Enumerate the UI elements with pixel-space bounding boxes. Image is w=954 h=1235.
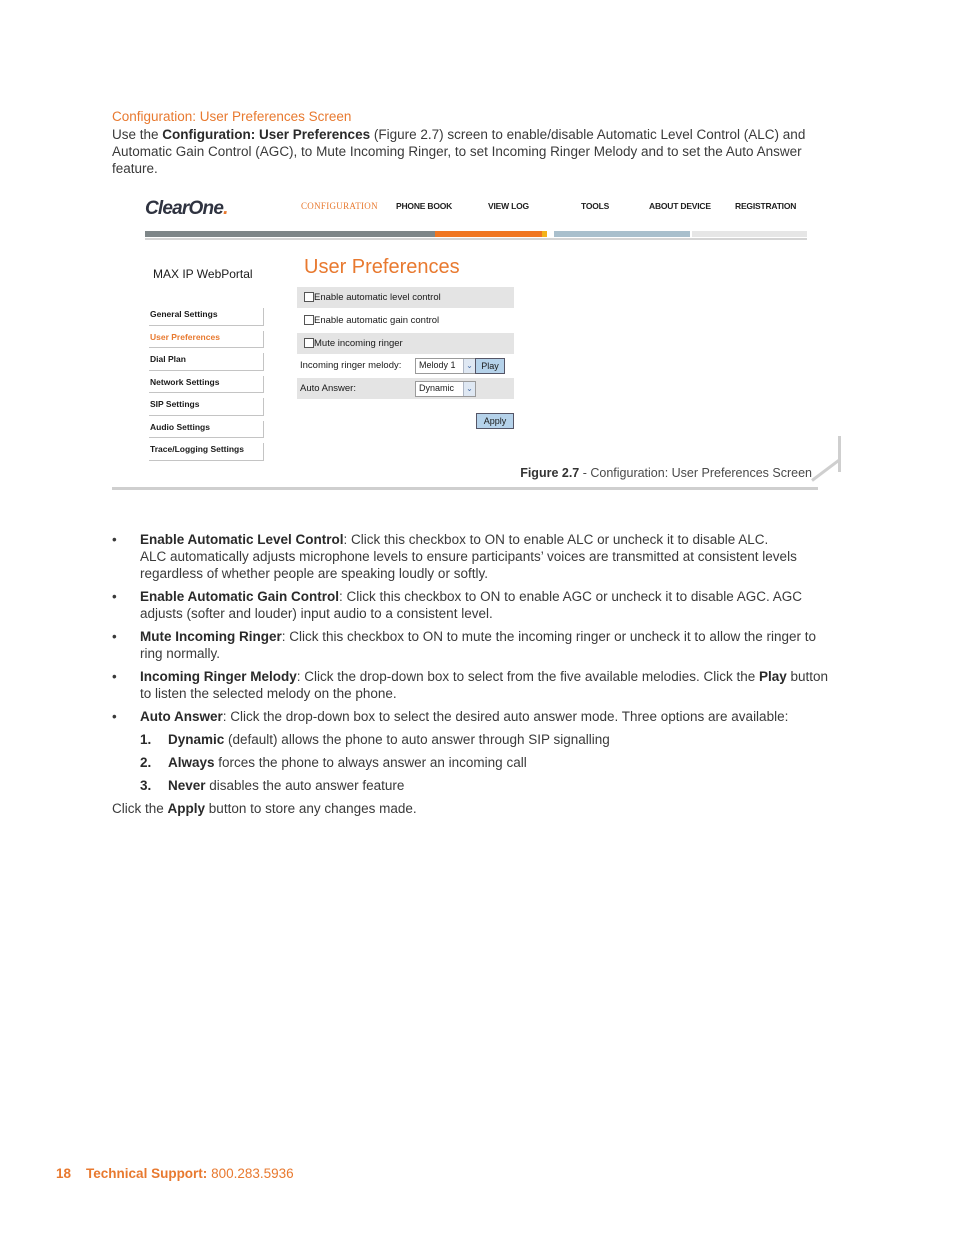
sidebar-item-label: Dial Plan	[150, 354, 186, 364]
nav-registration[interactable]: REGISTRATION	[735, 201, 797, 211]
agc-label: Enable automatic gain control	[314, 314, 440, 326]
sidebar-item-label: Audio Settings	[150, 421, 210, 432]
list-item	[112, 708, 834, 725]
color-bar-yellow	[542, 231, 547, 237]
item-text: disables the auto answer feature	[205, 778, 405, 793]
bullet-term: Auto Answer	[140, 709, 223, 724]
support-label: Technical Support:	[86, 1166, 208, 1181]
bullet-mark: •	[112, 629, 117, 644]
nav-view-log[interactable]: VIEW LOG	[488, 201, 529, 211]
figure-screenshot	[112, 190, 842, 490]
sidebar-item-label: User Preferences	[150, 331, 220, 342]
item-number: 2.	[140, 755, 152, 770]
bullet-term: Mute Incoming Ringer	[140, 629, 282, 644]
bullet-text: : Click this checkbox to ON to enable ALC or uncheck it to disable ALC.	[343, 532, 769, 547]
page-footer	[56, 1166, 294, 1181]
figure-caption	[520, 466, 812, 480]
nav-configuration[interactable]: CONFIGURATION	[301, 201, 378, 211]
numbered-item	[112, 731, 834, 748]
option-descriptions	[112, 531, 834, 817]
list-item	[112, 628, 834, 662]
color-bar-orange	[435, 231, 542, 237]
sidebar-item-label: General Settings	[150, 309, 218, 319]
color-bar-gray	[145, 231, 435, 237]
figure-frame-corner	[811, 459, 840, 482]
figure-frame-bottom	[112, 487, 818, 490]
sidebar-item-label: Trace/Logging Settings	[150, 444, 244, 454]
sidebar-item-label: SIP Settings	[150, 399, 200, 409]
numbered-item	[112, 777, 834, 794]
chevron-down-icon: ⌄	[463, 359, 475, 373]
list-item	[112, 588, 834, 622]
closing-pre: Click the	[112, 801, 168, 816]
nav-tools[interactable]: TOOLS	[581, 201, 610, 211]
nav-about-device[interactable]: ABOUT DEVICE	[649, 201, 711, 211]
agc-checkbox[interactable]	[304, 315, 314, 325]
bullet-extra: ALC automatically adjusts microphone levels to ensure participants’ voices are transmitted at consistent levels regardless of whether people are speaking loudly or softly.	[140, 549, 797, 581]
agc-row	[297, 310, 514, 331]
intro-pre: Use the	[112, 127, 163, 142]
chevron-down-icon: ⌄	[463, 382, 475, 396]
sidebar-item-general-settings[interactable]	[149, 305, 264, 328]
preferences-panel	[297, 287, 514, 401]
melody-row	[297, 355, 514, 376]
closing-text	[112, 800, 834, 817]
figure-frame-right	[838, 436, 841, 472]
page-number: 18	[56, 1166, 72, 1181]
intro-paragraph	[112, 126, 824, 177]
sidebar-item-network-settings[interactable]	[149, 373, 264, 396]
auto-answer-label: Auto Answer:	[300, 383, 356, 395]
side-menu	[149, 305, 264, 463]
item-term: Dynamic	[168, 732, 225, 747]
support-phone: 800.283.5936	[211, 1166, 294, 1181]
melody-select[interactable]	[415, 358, 476, 374]
color-bar-light	[692, 231, 807, 237]
item-text: forces the phone to always answer an incoming call	[214, 755, 527, 770]
bullet-term: Enable Automatic Level Control	[140, 532, 344, 547]
bullet-term-2: Play	[758, 669, 787, 684]
item-number: 3.	[140, 778, 152, 793]
apply-button[interactable]: Apply	[476, 413, 514, 429]
alc-checkbox[interactable]	[304, 292, 314, 302]
auto-answer-select[interactable]	[415, 381, 476, 397]
intro-bold: Configuration: User Preferences	[162, 127, 371, 142]
section-heading: Configuration: User Preferences Screen	[112, 109, 352, 124]
page-title: User Preferences	[304, 256, 460, 278]
sidebar-item-user-preferences[interactable]	[149, 328, 264, 351]
bullet-mark: •	[112, 669, 117, 684]
item-text: (default) allows the phone to auto answer through SIP signalling	[224, 732, 610, 747]
bullet-text-2: button to listen the selected melody on the phone.	[140, 669, 829, 701]
list-item	[112, 531, 834, 582]
sidebar-item-audio-settings[interactable]	[149, 418, 264, 441]
bullet-term: Enable Automatic Gain Control	[140, 589, 340, 604]
sidebar-item-trace-logging-settings[interactable]	[149, 440, 264, 463]
play-button[interactable]: Play	[475, 358, 505, 374]
bullet-mark: •	[112, 709, 117, 724]
mute-ringer-label: Mute incoming ringer	[314, 337, 403, 349]
color-bar-blue	[554, 231, 690, 237]
figure-caption-label: Figure 2.7	[520, 466, 580, 480]
nav-phone-book[interactable]: PHONE BOOK	[396, 201, 453, 211]
bullet-text: : Click this checkbox to ON to enable AGC or uncheck it to disable AGC. AGC adjusts (softer and louder) input audio to a consistent level.	[140, 589, 802, 621]
auto-answer-value: Dynamic	[419, 383, 455, 394]
figure-caption-text: - Configuration: User Preferences Screen	[579, 466, 812, 480]
melody-label: Incoming ringer melody:	[300, 360, 402, 372]
item-number: 1.	[140, 732, 152, 747]
top-nav	[112, 201, 842, 215]
header-divider	[145, 238, 807, 240]
closing-bold: Apply	[167, 801, 206, 816]
alc-label: Enable automatic level control	[314, 292, 441, 303]
bullet-text: : Click the drop-down box to select from the five available melodies. Click the	[296, 669, 759, 684]
bullet-text: : Click this checkbox to ON to mute the incoming ringer or uncheck it to allow the ringer to ring normally.	[140, 629, 816, 661]
logo-dot: .	[223, 198, 228, 219]
list-item	[112, 668, 834, 702]
melody-value: Melody 1	[419, 360, 456, 371]
portal-label: MAX IP WebPortal	[153, 267, 253, 281]
sidebar-item-dial-plan[interactable]	[149, 350, 264, 373]
item-term: Never	[168, 778, 206, 793]
closing-post: button to store any changes made.	[205, 801, 417, 816]
bullet-term: Incoming Ringer Melody	[140, 669, 297, 684]
intro-post: (Figure 2.7) screen to enable/disable Automatic Level Control (ALC) and Automatic Gain Control (AGC), to Mute Incoming Ringer, to set Incoming Ringer Melody and to set the Auto Answer feature.	[112, 127, 806, 176]
mute-ringer-checkbox[interactable]	[304, 338, 314, 348]
sidebar-item-label: Network Settings	[150, 376, 220, 387]
item-term: Always	[168, 755, 215, 770]
sidebar-item-sip-settings[interactable]	[149, 395, 264, 418]
bullet-mark: •	[112, 589, 117, 604]
logo-text: ClearOne	[145, 198, 224, 219]
mute-row	[297, 333, 514, 354]
alc-row	[297, 287, 514, 308]
bullet-text: : Click the drop-down box to select the desired auto answer mode. Three options are available:	[222, 709, 789, 724]
numbered-item	[112, 754, 834, 771]
bullet-mark: •	[112, 532, 117, 547]
auto-answer-row	[297, 378, 514, 399]
